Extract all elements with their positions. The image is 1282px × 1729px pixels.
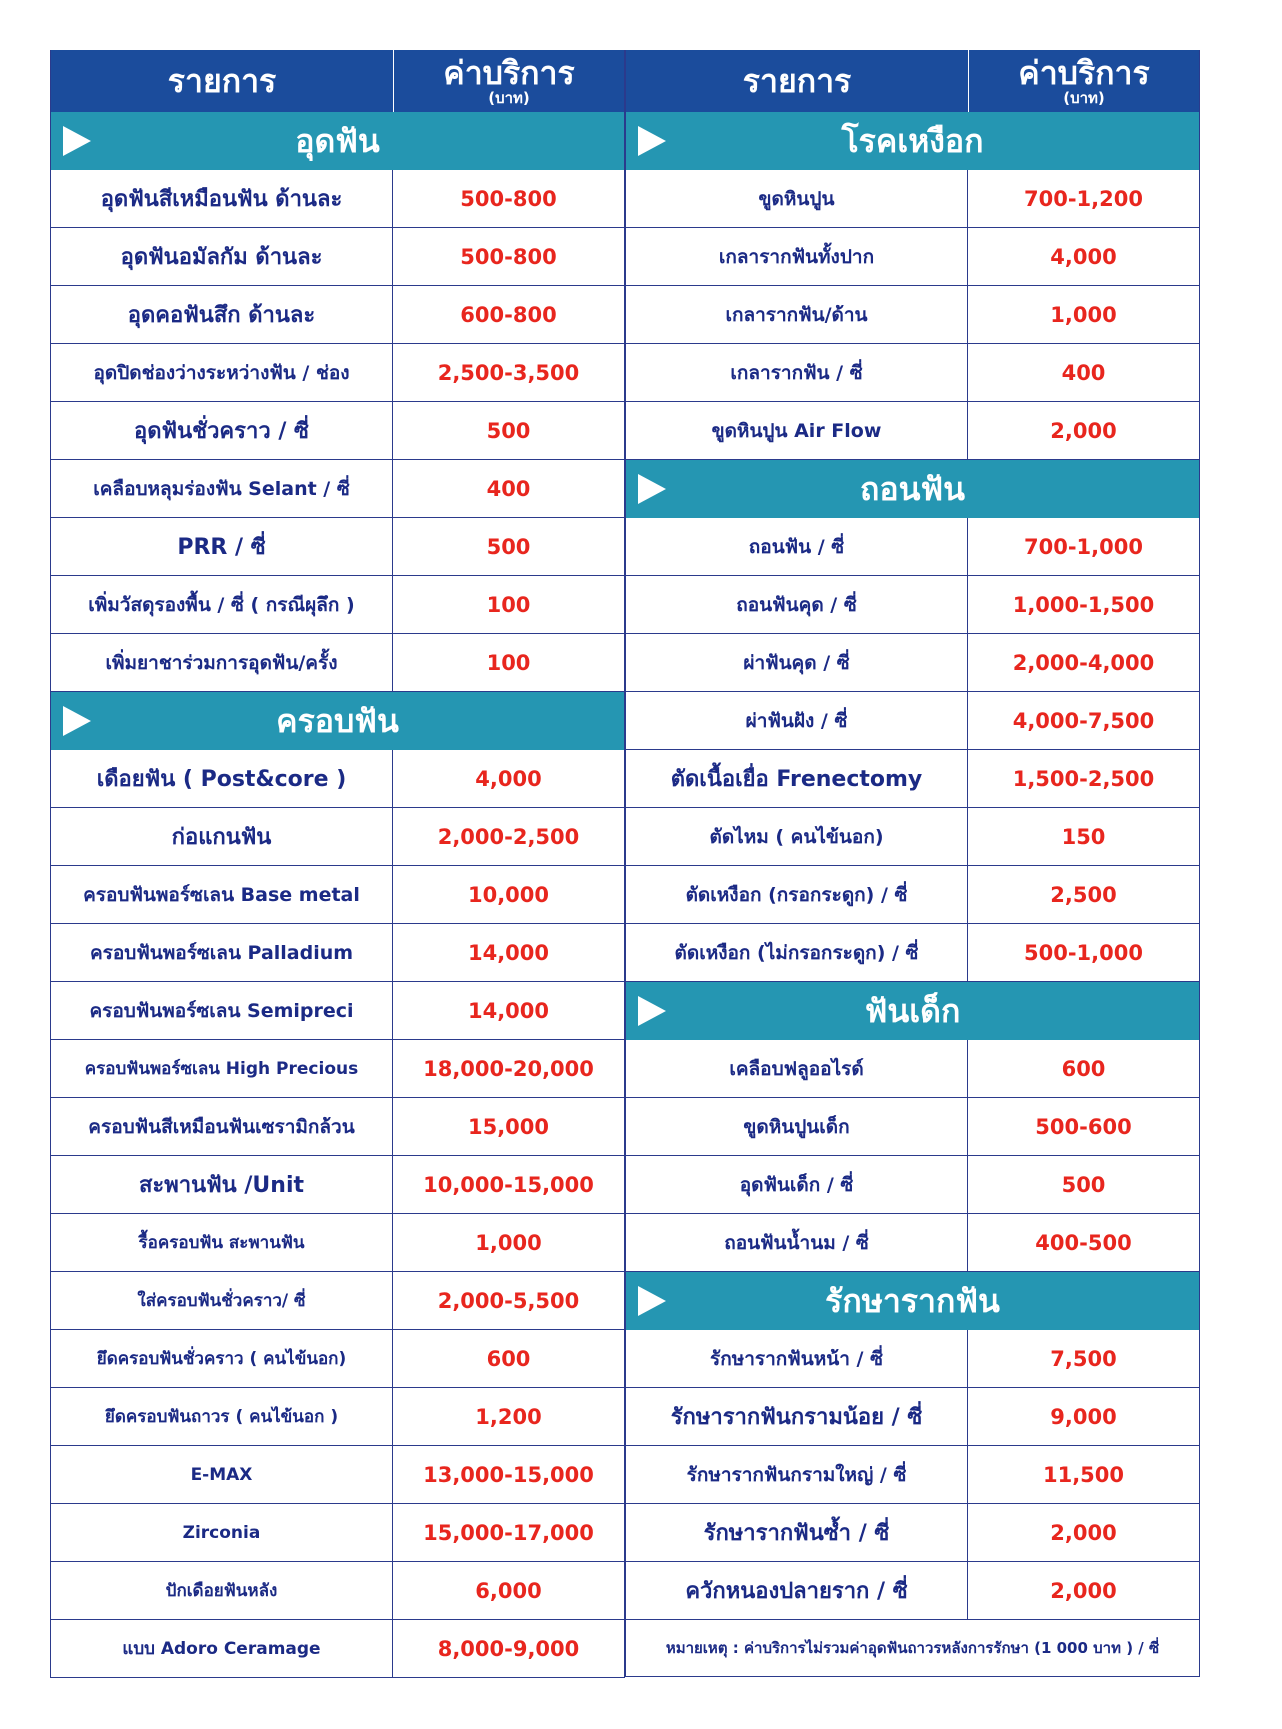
price-header-label: ค่าบริการ: [1018, 53, 1150, 92]
service-name: รื้อครอบฟัน สะพานฟัน: [51, 1214, 393, 1271]
service-name: อุดปิดช่องว่างระหว่างฟัน / ช่อง: [51, 344, 393, 401]
section-title: ถอนฟัน: [860, 469, 965, 508]
service-price: 11,500: [1042, 1462, 1125, 1487]
section-header-filling: [51, 112, 624, 170]
service-name: ถอนฟันน้ำนม / ซี่: [626, 1214, 968, 1271]
service-price: 500-800: [460, 186, 557, 211]
service-name: รักษารากฟันซ้ำ / ซี่: [626, 1504, 968, 1561]
service-name: ถอนฟันคุด / ซี่: [626, 576, 968, 633]
service-price: 500: [1061, 1172, 1106, 1197]
section-header-root-canal: [626, 1272, 1199, 1330]
table-row: [51, 1388, 624, 1446]
service-price: 500: [486, 534, 531, 559]
service-price: 2,000: [1050, 1520, 1117, 1545]
table-row: [51, 1446, 624, 1504]
service-price: 1,200: [475, 1404, 542, 1429]
service-price: 7,500: [1050, 1346, 1117, 1371]
service-name: ถอนฟัน / ซี่: [626, 518, 968, 575]
table-row: [626, 402, 1199, 460]
table-row: [51, 924, 624, 982]
service-name: แบบ Adoro Ceramage: [51, 1620, 393, 1677]
price-header-unit: (บาท): [488, 88, 530, 107]
service-name: เพิ่มยาชาร่วมการอุดฟัน/ครั้ง: [51, 634, 393, 691]
table-row: [51, 1620, 624, 1678]
table-row: [626, 1214, 1199, 1272]
table-row: [51, 634, 624, 692]
service-name: ครอบฟันพอร์ซเลน Base metal: [51, 866, 393, 923]
service-name: ครอบฟันสีเหมือนฟันเซรามิกล้วน: [51, 1098, 393, 1155]
table-header: [51, 50, 624, 112]
service-price: 14,000: [467, 940, 550, 965]
service-price: 600-800: [460, 302, 557, 327]
service-name: เคลือบหลุมร่องฟัน Selant / ซี่: [51, 460, 393, 517]
service-name: ปักเดือยฟันหลัง: [51, 1562, 393, 1619]
service-price: 500-600: [1035, 1114, 1132, 1139]
service-price: 2,000: [1050, 418, 1117, 443]
table-row: [51, 402, 624, 460]
table-row: [51, 1156, 624, 1214]
table-row: [51, 228, 624, 286]
service-name: อุดฟันสีเหมือนฟัน ด้านละ: [51, 170, 393, 227]
table-row: [626, 750, 1199, 808]
play-triangle-icon: [638, 996, 666, 1026]
section-header-crown: [51, 692, 624, 750]
price-column-header: [969, 50, 1199, 112]
service-name: ควักหนองปลายราก / ซี่: [626, 1562, 968, 1619]
footnote: หมายเหตุ : ค่าบริการไม่รวมค่าอุดฟันถาวรหลังการรักษา (1 000 บาท ) / ซี่: [626, 1620, 1199, 1677]
table-row: [626, 866, 1199, 924]
service-name: ขูดหินปูนเด็ก: [626, 1098, 968, 1155]
service-name: ผ่าฟันคุด / ซี่: [626, 634, 968, 691]
section-title: ครอบฟัน: [276, 701, 399, 740]
service-price: 100: [486, 592, 531, 617]
service-name: ยึดครอบฟันถาวร ( คนไข้นอก ): [51, 1388, 393, 1445]
service-price: 14,000: [467, 998, 550, 1023]
table-row: [51, 170, 624, 228]
service-name: อุดฟันชั่วคราว / ซี่: [51, 402, 393, 459]
service-name: ตัดเหงือก (ไม่กรอกระดูก) / ซี่: [626, 924, 968, 981]
table-row: [51, 1562, 624, 1620]
service-price: 13,000-15,000: [423, 1462, 594, 1487]
section-title: โรคเหงือก: [841, 121, 984, 160]
service-price: 2,000-4,000: [1012, 650, 1155, 675]
service-price: 400: [486, 476, 531, 501]
play-triangle-icon: [63, 126, 91, 156]
service-price: 2,000-2,500: [437, 824, 580, 849]
section-header-gum: [626, 112, 1199, 170]
service-price: 10,000: [467, 882, 550, 907]
service-price: 500-800: [460, 244, 557, 269]
service-name: ตัดเหงือก (กรอกระดูก) / ซี่: [626, 866, 968, 923]
table-row: [51, 866, 624, 924]
table-row: [626, 170, 1199, 228]
service-price: 9,000: [1050, 1404, 1117, 1429]
service-price: 2,000-5,500: [437, 1288, 580, 1313]
table-row: [626, 286, 1199, 344]
service-name: รักษารากฟันกรามใหญ่ / ซี่: [626, 1446, 968, 1503]
service-price: 400: [1061, 360, 1106, 385]
service-name: ผ่าฟันฝัง / ซี่: [626, 692, 968, 749]
service-name: เคลือบฟลูออไรด์: [626, 1040, 968, 1097]
service-price: 4,000: [1050, 244, 1117, 269]
service-name: เกลารากฟัน / ซี่: [626, 344, 968, 401]
service-price: 2,500-3,500: [437, 360, 580, 385]
service-name: เกลารากฟันทั้งปาก: [626, 228, 968, 285]
service-name: E-MAX: [51, 1446, 393, 1503]
table-row: [51, 1504, 624, 1562]
price-header-unit: (บาท): [1063, 88, 1105, 107]
service-name: สะพานฟัน /Unit: [51, 1156, 393, 1213]
item-column-header: รายการ: [51, 50, 394, 112]
service-price: 500-1,000: [1024, 940, 1143, 965]
service-price: 150: [1061, 824, 1106, 849]
table-row: [626, 1388, 1199, 1446]
section-title: อุดฟัน: [295, 121, 380, 160]
service-price: 15,000-17,000: [423, 1520, 594, 1545]
service-name: เกลารากฟัน/ด้าน: [626, 286, 968, 343]
service-price: 8,000-9,000: [437, 1636, 580, 1661]
table-row: [51, 808, 624, 866]
service-name: ตัดไหม ( คนไข้นอก): [626, 808, 968, 865]
table-row: [626, 344, 1199, 402]
price-column-header: [394, 50, 624, 112]
service-name: ยึดครอบฟันชั่วคราว ( คนไข้นอก): [51, 1330, 393, 1387]
table-row: [626, 1330, 1199, 1388]
service-name: ครอบฟันพอร์ซเลน Semipreci: [51, 982, 393, 1039]
service-price: 600: [1061, 1056, 1106, 1081]
service-price: 1,500-2,500: [1012, 766, 1155, 791]
table-row: [626, 634, 1199, 692]
table-row: [51, 1098, 624, 1156]
table-row: [626, 924, 1199, 982]
price-table-left: [50, 50, 625, 1678]
table-row: [51, 1214, 624, 1272]
service-price: 600: [486, 1346, 531, 1371]
table-row: [51, 1330, 624, 1388]
play-triangle-icon: [638, 126, 666, 156]
service-name: อุดคอฟันสึก ด้านละ: [51, 286, 393, 343]
service-price: 2,000: [1050, 1578, 1117, 1603]
table-row: [626, 1504, 1199, 1562]
table-row: [626, 228, 1199, 286]
service-price: 700-1,200: [1024, 186, 1143, 211]
price-header-label: ค่าบริการ: [443, 53, 575, 92]
service-price: 6,000: [475, 1578, 542, 1603]
table-row: [626, 1156, 1199, 1214]
price-table-right: [625, 50, 1200, 1677]
table-row: [51, 518, 624, 576]
service-name: PRR / ซี่: [51, 518, 393, 575]
service-name: ขูดหินปูน: [626, 170, 968, 227]
service-price: 18,000-20,000: [423, 1056, 594, 1081]
service-price: 500: [486, 418, 531, 443]
service-name: เดือยฟัน ( Post&core ): [51, 750, 393, 807]
table-row: [626, 1098, 1199, 1156]
table-row: [51, 1040, 624, 1098]
table-row: [626, 576, 1199, 634]
service-price: 1,000: [1050, 302, 1117, 327]
table-row: [626, 518, 1199, 576]
service-price: 10,000-15,000: [423, 1172, 594, 1197]
table-row: [626, 692, 1199, 750]
service-name: ครอบฟันพอร์ซเลน Palladium: [51, 924, 393, 981]
service-name: รักษารากฟันกรามน้อย / ซี่: [626, 1388, 968, 1445]
table-row: [51, 576, 624, 634]
service-price: 100: [486, 650, 531, 675]
service-price: 4,000: [475, 766, 542, 791]
table-row: [626, 1562, 1199, 1620]
table-row: [51, 460, 624, 518]
service-name: ตัดเนื้อเยื่อ Frenectomy: [626, 750, 968, 807]
item-column-header: รายการ: [626, 50, 969, 112]
play-triangle-icon: [638, 474, 666, 504]
section-header-extraction: [626, 460, 1199, 518]
play-triangle-icon: [63, 706, 91, 736]
section-title: รักษารากฟัน: [825, 1281, 1000, 1320]
table-row: [626, 1446, 1199, 1504]
table-row: [51, 1272, 624, 1330]
service-price: 15,000: [467, 1114, 550, 1139]
section-header-kids: [626, 982, 1199, 1040]
service-price: 2,500: [1050, 882, 1117, 907]
play-triangle-icon: [638, 1286, 666, 1316]
service-price: 1,000-1,500: [1012, 592, 1155, 617]
service-name: ก่อแกนฟัน: [51, 808, 393, 865]
service-name: ใส่ครอบฟันชั่วคราว/ ซี่: [51, 1272, 393, 1329]
service-price: 4,000-7,500: [1012, 708, 1155, 733]
service-name: อุดฟันเด็ก / ซี่: [626, 1156, 968, 1213]
service-name: เพิ่มวัสดุรองพื้น / ซี่ ( กรณีผุลึก ): [51, 576, 393, 633]
table-header: [626, 50, 1199, 112]
section-title: ฟันเด็ก: [864, 991, 961, 1030]
table-row: [51, 286, 624, 344]
table-row: [626, 808, 1199, 866]
table-row: [626, 1040, 1199, 1098]
service-price: 1,000: [475, 1230, 542, 1255]
service-price: 700-1,000: [1024, 534, 1143, 559]
service-name: ขูดหินปูน Air Flow: [626, 402, 968, 459]
service-name: รักษารากฟันหน้า / ซี่: [626, 1330, 968, 1387]
service-name: อุดฟันอมัลกัม ด้านละ: [51, 228, 393, 285]
table-row: [51, 750, 624, 808]
service-name: Zirconia: [51, 1504, 393, 1561]
service-name: ครอบฟันพอร์ซเลน High Precious: [51, 1040, 393, 1097]
table-row: [51, 982, 624, 1040]
table-row: [51, 344, 624, 402]
service-price: 400-500: [1035, 1230, 1132, 1255]
